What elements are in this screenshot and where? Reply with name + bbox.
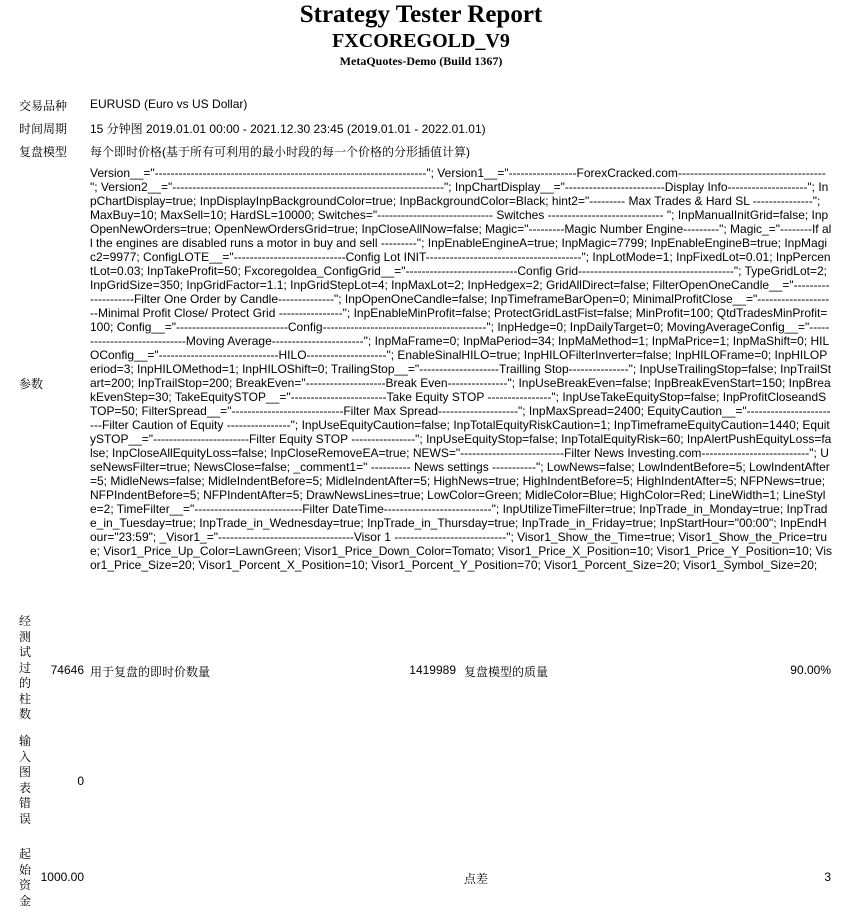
errors-value: 0: [77, 774, 84, 788]
build-info: MetaQuotes-Demo (Build 1367): [339, 54, 503, 68]
model-label: 复盘模型: [19, 145, 68, 159]
quality-value: 90.00%: [790, 663, 831, 677]
bars-label: 经测试过的柱数: [19, 614, 32, 721]
spread-label: 点差: [464, 872, 489, 886]
symbol-value: EURUSD (Euro vs US Dollar): [90, 97, 248, 111]
spread-value: 3: [824, 870, 831, 884]
quality-label: 复盘模型的质量: [464, 665, 549, 679]
expert-name: FXCOREGOLD_V9: [332, 30, 510, 52]
symbol-label: 交易品种: [19, 99, 68, 113]
params-label: 参数: [19, 377, 44, 391]
report-header: [0, 0, 842, 69]
report-title: Strategy Tester Report: [299, 1, 543, 28]
errors-label: 输入图表错误: [19, 734, 32, 826]
params-value: Version__="--------------------------------------------------------------------"; Version1__="-----------------ForexCracked.com-------------------------------------"; Version2__="--------------------------------------------------------------------"; InpChartDisplay__="-------------------------Display Info--------------------"; InpChartDisplay=true; InpDisplayInpBackgroundColor=true; InpBackgroundColor=Black; hint2="--------- Max Trades & Hard SL ---------------"; MaxBuy=10; MaxSell=10; HardSL=10000; Switches="----------------------------- Switches ----------------------------- "; InpManualInitGrid=false; InpOpenNewOrders=true; OpenNewOrdersGrid=true; InpCloseAllNow=false; Magic="---------Magic Number Engine---------"; Magic_="--------If all the engines are disabled runs a motor in buy and sell ---------"; InpEnableEngineA=true; InpMagic=7799; InpEnableEngineB=true; InpMagic2=9977; ConfigLOTE__="----------------------------Config Lot INIT---------------------------------------"; InpLotMode=1; InpFixedLot=0.01; InpPercentLot=0.03; InpTakeProfit=50; Fxcoregoldea_ConfigGrid__="----------------------------Config Grid---------------------------------------"; TypeGridLot=2; InpGridSize=350; InpGridFactor=1.1; InpGridStepLot=4; InpMaxLot=2; InpHedgex=2; GridAllDirect=false; FilterOpenOneCandle__="--------------------Filter One Order by Candle--------------"; InpOpenOneCandle=false; InpTimeframeBarOpen=0; MinimalProfitClose__="--------------------Minimal Profit Close/ Protect Grid ----------------"; InpEnableMinProfit=false; ProtectGridLastFist=false; MinProfit=100; QtdTradesMinProfit=100; Config__="----------------------------Config-----------------------------------------"; InpHedge=0; InpDailyTarget=0; MovingAverageConfig__="-----------------------------Moving Average-----------------------"; InpMaFrame=0; InpMaPeriod=34; InpMaMethod=1; InpMaPrice=1; InpMaShift=0; HILOConfig__="------------------------------HILO--------------------"; EnableSinalHILO=true; InpHILOFilterInverter=false; InpHILOFrame=0; InpHILOPeriod=3; InpHILOMethod=1; InpHILOShift=0; TrailingStop__="--------------------Trailling Stop---------------"; InpUseTrailingStop=false; InpTrailStart=200; InpTrailStop=200; BreakEven="--------------------Break Even---------------"; InpUseBreakEven=false; InpBreakEvenStart=150; InpBreakEvenStep=30; TakeEquitySTOP__="------------------------Take Equity STOP ----------------"; InpUseTakeEquityStop=false; InpProfitCloseandSTOP=50; FilterSpread__="----------------------------Filter Max Spread--------------------"; InpMaxSpread=2400; EquityCaution__="------------------------Filter Caution of Equity ----------------"; InpUseEquityCaution=false; InpTotalEquityRiskCaution=1; InpTimeframeEquityCaution=1440; EquitySTOP__="------------------------Filter Equity STOP ----------------"; InpUseEquityStop=false; InpTotalEquityRisk=60; InpAlertPushEquityLoss=false; InpCloseAllEquityLoss=false; InpCloseRemoveEA=true; NEWS="--------------------------Filter News Investing.com---------------------------"; UseNewsFilter=true; NewsClose=false; _comment1=" ---------- News settings -----------"; LowNews=false; LowIndentBefore=5; LowIndentAfter=5; MidleNews=false; MidleIndentBefore=5; MidleIndentAfter=5; HighNews=true; HighIndentBefore=5; HighIndentAfter=5; NFPNews=true; NFPIndentBefore=5; NFPIndentAfter=5; DrawNewsLines=true; LowColor=Green; MidleColor=Blue; HighColor=Red; LineWidth=1; LineStyle=2; TimeFilter__="---------------------------Filter DateTime---------------------------"; InpUtilizeTimeFilter=true; InpTrade_in_Monday=true; InpTrade_in_Tuesday=true; InpTrade_in_Wednesday=true; InpTrade_in_Thursday=true; InpTrade_in_Friday=true; InpStartHour="00:00"; InpEndHour="23:59"; _Visor1_="----------------------------------Visor 1 ----------------------------"; Visor1_Show_the_Time=true; Visor1_Show_the_Price=true; Visor1_Price_Up_Color=LawnGreen; Visor1_Price_Down_Color=Tomato; Visor1_Price_X_Position=10; Visor1_Price_Y_Position=10; Visor1_Price_Size=20; Visor1_Porcent_X_Position=10; Visor1_Porcent_Y_Position=70; Visor1_Porcent_Size=20; Visor1_Symbol_Size=20;: [90, 166, 832, 572]
deposit-value: 1000.00: [40, 870, 84, 884]
deposit-label: 起始资金: [19, 847, 32, 908]
period-label: 时间周期: [19, 122, 68, 136]
ticks-label: 用于复盘的即时价数量: [90, 665, 211, 679]
model-value: 每个即时价格(基于所有可利用的最小时段的每一个价格的分形插值计算): [90, 145, 470, 159]
ticks-value: 1419989: [409, 663, 456, 677]
bars-value: 74646: [50, 663, 84, 677]
period-value: 15 分钟图 2019.01.01 00:00 - 2021.12.30 23:45 (2019.01.01 - 2022.01.01): [90, 122, 486, 136]
